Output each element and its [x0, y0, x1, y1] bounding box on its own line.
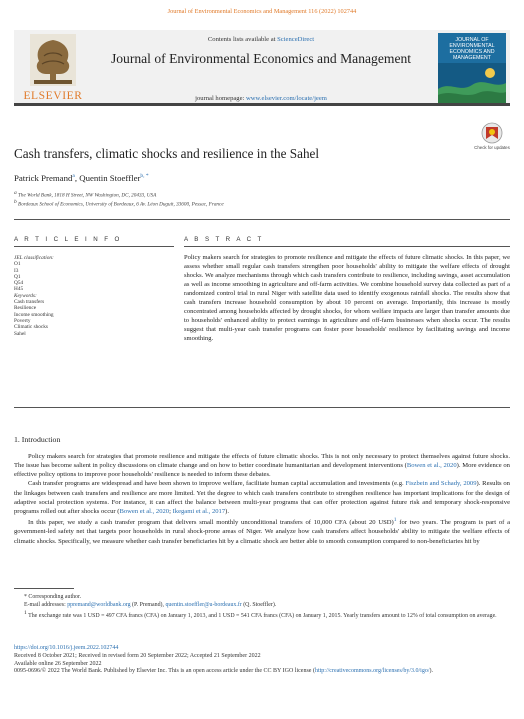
affiliation-text: Bordeaux School of Economics, University of Bordeaux, 6 Av. Léon Duguit, 33600, Pessac, France — [18, 201, 224, 208]
paragraph-text: Policy makers search for strategies that promote resilience and mitigate the effects of future climatic shocks. This is not only necessary to protect themselves against future shocks. The issue has become salient in policy discussions on climate change and on how to better coordinate humanitarian and development interventions ( — [14, 453, 510, 470]
abstract-text: Policy makers search for strategies to promote resilience and mitigate the effects of future climatic shocks. In this paper, we assess whether small regular cash transfers strengthen poor households' ability to mitigate the welfare effects of drought shocks. We analyze mechanisms through which cash transfers contribute to resilience, including savings, asset accumulation as well as income smoothing in agriculture and off-farm activities. We combine household survey data collected as part of a randomized control trial in rural Niger with satellite data used to identify exogenous rainfall shocks. The results show that cash transfers increase household consumption by about 10 percent on average. Importantly, this increase is mostly concentrated among households affected by drought shocks, for whom welfare impacts are larger than transfer amounts due to households' enhanced ability to protect earnings in agriculture and off-farm businesses when shocks occur. The results suggest that multi-year cash transfer programs can foster poor households' resilience by facilitating savings and income smoothing. — [184, 254, 510, 342]
citation-link[interactable]: Fiszbein and Schady, 2009 — [405, 480, 477, 488]
divider — [14, 219, 510, 220]
keyword: Poverty — [14, 317, 31, 324]
corresponding-note: * Corresponding author. — [24, 594, 82, 600]
keyword: Sahel — [14, 330, 26, 337]
paragraph-text: ; — [169, 507, 173, 515]
jel-code: H45 — [14, 286, 24, 293]
cover-art-icon — [438, 63, 506, 103]
divider — [14, 246, 174, 247]
keyword: Climatic shocks — [14, 324, 48, 331]
paragraph — [14, 516, 510, 546]
citation-link[interactable]: Ikegami et al., 2017 — [172, 507, 226, 515]
footnote-divider — [14, 588, 74, 589]
keywords-label: Keywords: — [14, 292, 37, 299]
citation-link[interactable]: Bowen et al., 2020 — [406, 462, 457, 470]
homepage-prefix: journal homepage: — [195, 95, 247, 102]
jel-code: Q54 — [14, 280, 24, 287]
copyright-line — [14, 668, 510, 676]
affiliation-text: The World Bank, 1818 H Street, NW Washington, DC, 20433, USA — [18, 192, 157, 199]
check-updates-icon — [474, 121, 510, 145]
jel-code: I3 — [14, 267, 19, 274]
footnotes — [14, 593, 510, 620]
author-name[interactable]: Quentin Stoeffler — [79, 173, 141, 183]
divider — [14, 407, 510, 408]
keyword: Cash transfers — [14, 299, 45, 306]
article-info-heading: A R T I C L E I N F O — [14, 236, 122, 243]
divider — [184, 246, 510, 247]
email-note — [14, 601, 510, 609]
license-link[interactable]: http://creativecommons.org/licenses/by/3.0/igo/ — [314, 668, 430, 675]
sciencedirect-link[interactable]: ScienceDirect — [277, 36, 315, 43]
paragraph-text: ). More evidence on effective policy options to improve poor households' resilience is needed to inform these debates. — [14, 462, 510, 479]
contents-line — [96, 36, 426, 43]
paragraph — [14, 479, 510, 516]
paragraph-text: ). Results on the linkages between cash transfers and resilience are more limited. Yet the degree to which cash transfers contribute to strengthen resilience has important implications for the design of adaptive social protection systems. For instance, it can affect the balance between multi-year programs that can offer protection against future risk and temporary shock-responsive programs rolled out after shocks occur ( — [14, 480, 510, 515]
article-title: Cash transfers, climatic shocks and resilience in the Sahel — [14, 146, 320, 161]
author-separator: , — [74, 173, 80, 183]
affiliation — [14, 190, 156, 199]
jel-code: O1 — [14, 261, 21, 268]
copyright-end: ). — [429, 668, 434, 675]
copyright-text: 0095-0696/© 2022 The World Bank. Published by Elsevier Inc. This is an open access article under the CC BY IGO license ( — [14, 668, 315, 675]
jel-code: Q1 — [14, 273, 21, 280]
paragraph-text: Cash transfer programs are widespread and have been shown to improve welfare, facilitate human capital accumulation and investments (e.g. — [28, 480, 406, 488]
check-updates-label: Check for updates — [474, 145, 510, 150]
paragraph-text: ). — [225, 507, 230, 515]
doi-link[interactable]: https://doi.org/10.1016/j.jeem.2022.102744 — [14, 645, 119, 651]
homepage-line — [96, 95, 426, 102]
author-marks[interactable]: b, * — [140, 173, 149, 180]
footnote-ref[interactable]: 1 — [393, 517, 397, 524]
keyword: Income smoothing — [14, 311, 54, 318]
article-info-list — [14, 255, 174, 337]
journal-cover[interactable] — [438, 33, 506, 103]
footnote-mark: 1 — [24, 610, 27, 616]
article-meta — [14, 645, 510, 676]
check-for-updates-badge[interactable] — [474, 121, 510, 155]
section-heading-introduction: 1. Introduction — [14, 435, 61, 444]
jel-label: JEL classification: — [14, 255, 54, 261]
affiliation-mark: a — [14, 190, 17, 196]
cover-title: JOURNAL OF ENVIRONMENTAL ECONOMICS AND MANAGEMENT — [449, 37, 495, 61]
citation-link[interactable]: Bowen et al., 2020 — [119, 507, 170, 515]
author-marks[interactable]: a — [72, 173, 75, 180]
homepage-link[interactable]: www.elsevier.com/locate/jeem — [246, 95, 327, 102]
paragraph-text: In this paper, we study a cash transfer program that delivers small monthly unconditional transfers of 10,000 CFA (about 20 USD) — [28, 519, 394, 527]
available-date: Available online 26 September 2022 — [14, 660, 102, 667]
paragraph-text: for two years. The program is part of a government-led safety net that targets poor households in rural shock-prone areas of Niger. We analyze how cash transfers affect households' ability to mitigate the welfare effects of climatic shocks. Specifically, we measure whether cash transfer beneficiaries hit by a climatic shock are better able to smooth consumption compared to non-beneficiaries hit by — [14, 519, 510, 545]
abstract-heading: A B S T R A C T — [184, 236, 264, 243]
email-owner: (P. Premand), — [130, 602, 166, 608]
author-list — [14, 173, 149, 183]
author-name[interactable]: Patrick Premand — [14, 173, 73, 183]
contents-prefix: Contents lists available at — [207, 36, 278, 43]
affiliation — [14, 199, 224, 208]
received-dates: Received 8 October 2021; Received in revised form 20 September 2022; Accepted 21 September 2022 — [14, 652, 261, 659]
email-link[interactable]: quentin.stoeffler@u-bordeaux.fr — [165, 602, 242, 608]
elsevier-wordmark: ELSEVIER — [23, 90, 83, 102]
email-label: E-mail addresses: — [24, 602, 68, 608]
email-owner: (Q. Stoeffler). — [241, 602, 277, 608]
email-link[interactable]: ppremand@worldbank.org — [67, 602, 131, 608]
elsevier-logo[interactable] — [18, 34, 88, 102]
journal-reference[interactable]: Journal of Environmental Economics and Management 116 (2022) 102744 — [167, 8, 357, 15]
footnote-1 — [14, 609, 510, 620]
keyword: Resilience — [14, 305, 37, 312]
elsevier-tree-icon — [30, 34, 76, 86]
affiliation-mark: b — [14, 199, 17, 205]
footnote-text: The exchange rate was 1 USD = 497 CFA francs (CFA) on January 1, 2013, and 1 USD = 541 CFA francs (CFA) on January 1, 2015. Yearly transfers amount to 12% of total consumption on average. — [26, 612, 497, 619]
introduction-body — [14, 452, 510, 546]
paragraph — [14, 452, 510, 479]
journal-title: Journal of Environmental Economics and Management — [110, 51, 412, 66]
